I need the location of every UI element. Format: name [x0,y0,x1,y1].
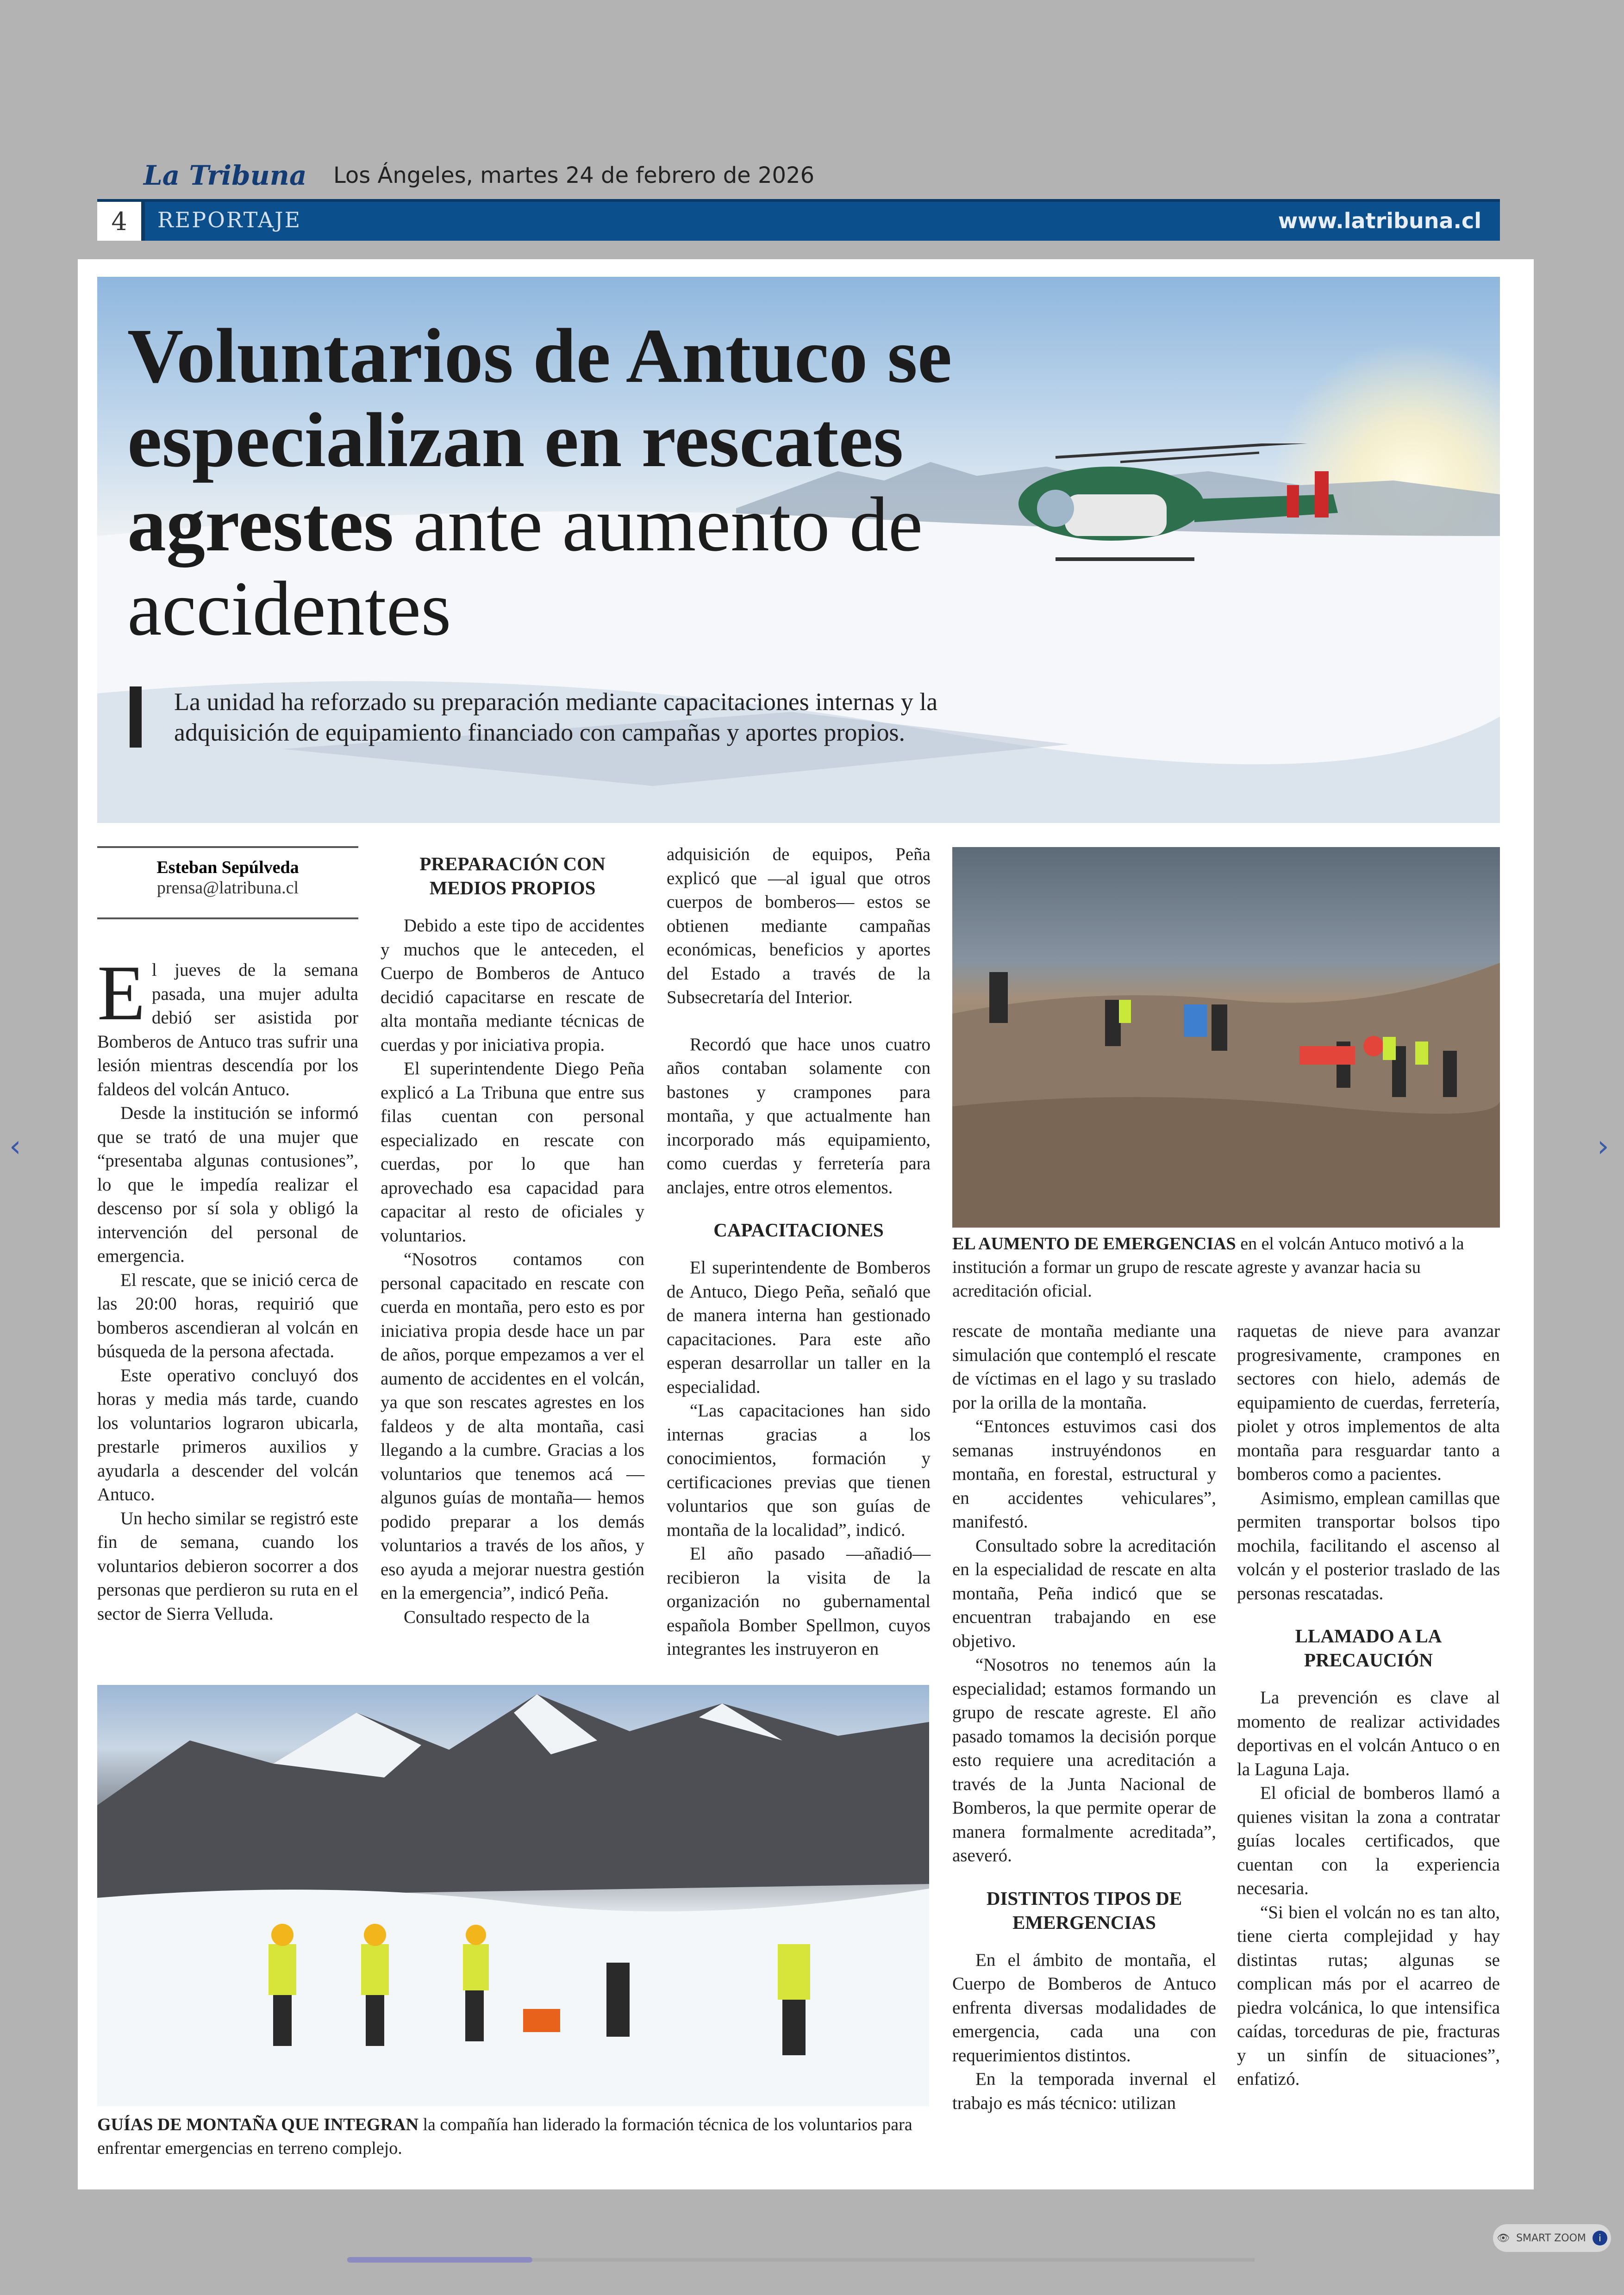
col5-paragraph: El oficial de bomberos llamó a quienes visitan la zona a contratar guías locales certificados, que cuentan con la experiencia necesaria. [1237,1783,1500,1898]
caption-text: en el volcán Antuco motivó a la institución a formar un grupo de rescate agreste y avanzar hacia su acreditación oficial. [952,1234,1464,1301]
col4-paragraph: “Entonces estuvimos casi dos semanas instruyéndonos en montaña, en forestal, estructural y en accidentes vehiculares”, manifestó. [952,1416,1216,1532]
caption-lead: GUÍAS DE MONTAÑA QUE INTEGRAN [97,2115,418,2134]
col1-paragraph: Desde la institución se informó que se trató de una mujer que “presentaba algunas contusiones”, lo que le impedía realizar el descenso por sí sola y obligó la intervención del personal de emergencia. [97,1103,358,1266]
author-email[interactable]: prensa@latribuna.cl [156,878,299,898]
col3-paragraph: Recordó que hace unos cuatro años contaban solamente con bastones y crampones para montaña, y que actualmente han incorporado más equipamiento, como cuerdas y ferretería para anclajes, entre otros elementos. [667,1034,931,1197]
col4-paragraph: Consultado sobre la acreditación en la especialidad de rescate en alta montaña, Peña indicó que se encuentran trabajando en ese objetivo. [952,1535,1216,1651]
article-column-3 [667,842,931,1661]
col4-paragraph: En el ámbito de montaña, el Cuerpo de Bomberos de Antuco enfrenta diversas modalidades de emergencia, cada una con requerimientos distintos. [952,1950,1216,2065]
photo-caption-right [952,1232,1500,1303]
info-badge: i [1593,2231,1607,2245]
col2-paragraph: Consultado respecto de la [404,1607,590,1627]
photo-caption-bottom [97,2113,929,2160]
subheading-precaucion: LLAMADO A LA PRECAUCIÓN [1295,1625,1442,1671]
article-column-4 [952,1319,1216,2115]
subheading-preparacion: PREPARACIÓN CON MEDIOS PROPIOS [419,853,606,898]
subheading-emergencias: DISTINTOS TIPOS DE EMERGENCIAS [986,1887,1182,1933]
col3-paragraph: adquisición de equipos, Peña explicó que —al igual que otros cuerpos de bomberos— estos se obtienen mediante campañas económicas, beneficios y aportes del Estado a través de la Subsecretaría del Interior. [667,844,931,1007]
col1-paragraph: Este operativo concluyó dos horas y media más tarde, cuando los voluntarios lograron ubicarla, prestarle primeros auxilios y ayudarla a descender del volcán Antuco. [97,1365,358,1504]
col1-paragraph: El rescate, que se inició cerca de las 20:00 horas, requirió que bomberos ascendieran al volcán en búsqueda de la persona afectada. [97,1270,358,1361]
rescue-team-illustration [952,847,1500,1228]
col1-paragraph: Un hecho similar se registró este fin de semana, cuando los voluntarios debieron socorrer a dos personas que perdieron su ruta en el sector de Sierra Velluda. [97,1508,358,1624]
caption-text: la compañía han liderado la formación técnica de los voluntarios para enfrentar emergencias en terreno complejo. [97,2115,912,2158]
col5-paragraph: “Si bien el volcán no es tan alto, tiene cierta complejidad y hay distintas rutas; algunas se complican más por el acarreo de piedra volcánica, lo que intensifica caídas, torceduras de pie, fracturas y un sinfín de situaciones”, enfatizó. [1237,1902,1500,2089]
col3-paragraph: El año pasado —añadió— recibieron la visita de la organización no gubernamental española Bomber Spellmon, cuyos integrantes les instruyeron en [667,1544,931,1659]
smart-zoom-button[interactable] [1493,2224,1611,2252]
col4-paragraph: “Nosotros no tenemos aún la especialidad; estamos formando un grupo de rescate agreste. El año pasado tomamos la decisión porque esto requiere una acreditación a través de la Junta Nacional de Bomberos, la que permite operar de manera formalmente acreditada”, aseveró. [952,1655,1216,1865]
drop-cap: E [97,949,145,1036]
section-bar [97,199,1500,241]
article-column-1 [97,949,358,1626]
col2-paragraph: Debido a este tipo de accidentes y muchos que le anteceden, el Cuerpo de Bomberos de Antuco decidió capacitarse en rescate de alta montaña mediante técnicas de cuerdas y por iniciativa propia. [381,916,644,1055]
article-column-2 [381,833,644,1629]
mountain-guides-photo [97,1685,929,2106]
col5-paragraph: raquetas de nieve para avanzar progresivamente, crampones en sectores con hielo, además de equipamiento de cuerdas, ferretería, piolet y otros implementos de alta montaña para resguardar tanto a bomberos como a pacientes. [1237,1321,1500,1484]
caption-lead: EL AUMENTO DE EMERGENCIAS [952,1234,1236,1254]
subheading-capacitaciones: CAPACITACIONES [713,1219,884,1241]
next-page-arrow[interactable]: › [1597,1129,1609,1164]
col5-paragraph: La prevención es clave al momento de realizar actividades deportivas en el volcán Antuco o en la Laguna Laja. [1237,1688,1500,1779]
col3-paragraph: “Las capacitaciones han sido internas gracias a los conocimientos, formación y certificaciones previas que tienen voluntarios que son guías de montaña de la localidad”, indicó. [667,1401,931,1540]
site-url[interactable]: www.latribuna.cl [1278,208,1481,233]
author-name: Esteban Sepúlveda [156,858,299,877]
deck-summary: La unidad ha reforzado su preparación mediante capacitaciones internas y la adquisición de equipamiento financiado con campañas y aportes propios. [130,686,961,748]
mountain-guides-illustration [97,1685,929,2106]
rescue-team-photo [952,847,1500,1228]
col1-paragraph: l jueves de la semana pasada, una mujer adulta debió ser asistida por Bomberos de Antuco tras sufrir una lesión mientras descendía por los faldeos del volcán Antuco. [97,960,358,1099]
article-column-5 [1237,1319,1500,2091]
page-number: 4 [97,202,145,241]
section-label: REPORTAJE [157,207,302,232]
col4-paragraph: rescate de montaña mediante una simulación que contempló el rescate de víctimas en el lago y su traslado por la orilla de la montaña. [952,1321,1216,1413]
col5-paragraph: Asimismo, emplean camillas que permiten transportar bolsos tipo mochila, facilitando el ascenso al volcán y el posterior traslado de las personas rescatadas. [1237,1488,1500,1603]
col2-paragraph: “Nosotros contamos con personal capacitado en rescate con cuerda en montaña, pero esto es por iniciativa propia desde hace un par de años, porque empezamos a ver el aumento de accidentes en el volcán, ya que son rescates agrestes en los faldeos y de alta montaña, casi llegando a la cumbre. Gracias a los voluntarios que tenemos acá —algunos guías de montaña— hemos podido preparar a los demás voluntarios a través de los años, y eso ayuda a mejorar nuestra gestión en la emergencia”, indicó Peña. [381,1249,644,1603]
col3-paragraph: El superintendente de Bomberos de Antuco, Diego Peña, señaló que de manera interna han gestionado capacitaciones. Para este año esperan desarrollar un taller en la especialidad. [667,1258,931,1397]
hero-photo [97,277,1500,823]
headline-bold: Voluntarios de Antuco se especializan en rescates agrestes [127,313,952,568]
headline [127,314,1099,651]
byline [97,846,358,919]
newspaper-logo[interactable]: La Tribuna [144,160,307,191]
col2-paragraph: El superintendente Diego Peña explicó a La Tribuna que entre sus filas cuentan con personal especializado en rescate con cuerdas, por lo que han aprovechado esa capacidad para capacitar al resto de oficiales y voluntarios. [381,1059,644,1246]
headline-light: ante aumento de accidentes [127,481,923,652]
scrollbar-thumb[interactable] [347,2257,532,2263]
issue-date: Los Ángeles, martes 24 de febrero de 2026 [333,162,815,188]
previous-page-arrow[interactable]: ‹ [9,1129,21,1164]
smart-zoom-label: SMART ZOOM [1516,2232,1586,2244]
col4-paragraph: En la temporada invernal el trabajo es más técnico: utilizan [952,2069,1216,2113]
masthead [97,160,1500,241]
eye-icon: 👁 [1497,2232,1510,2244]
